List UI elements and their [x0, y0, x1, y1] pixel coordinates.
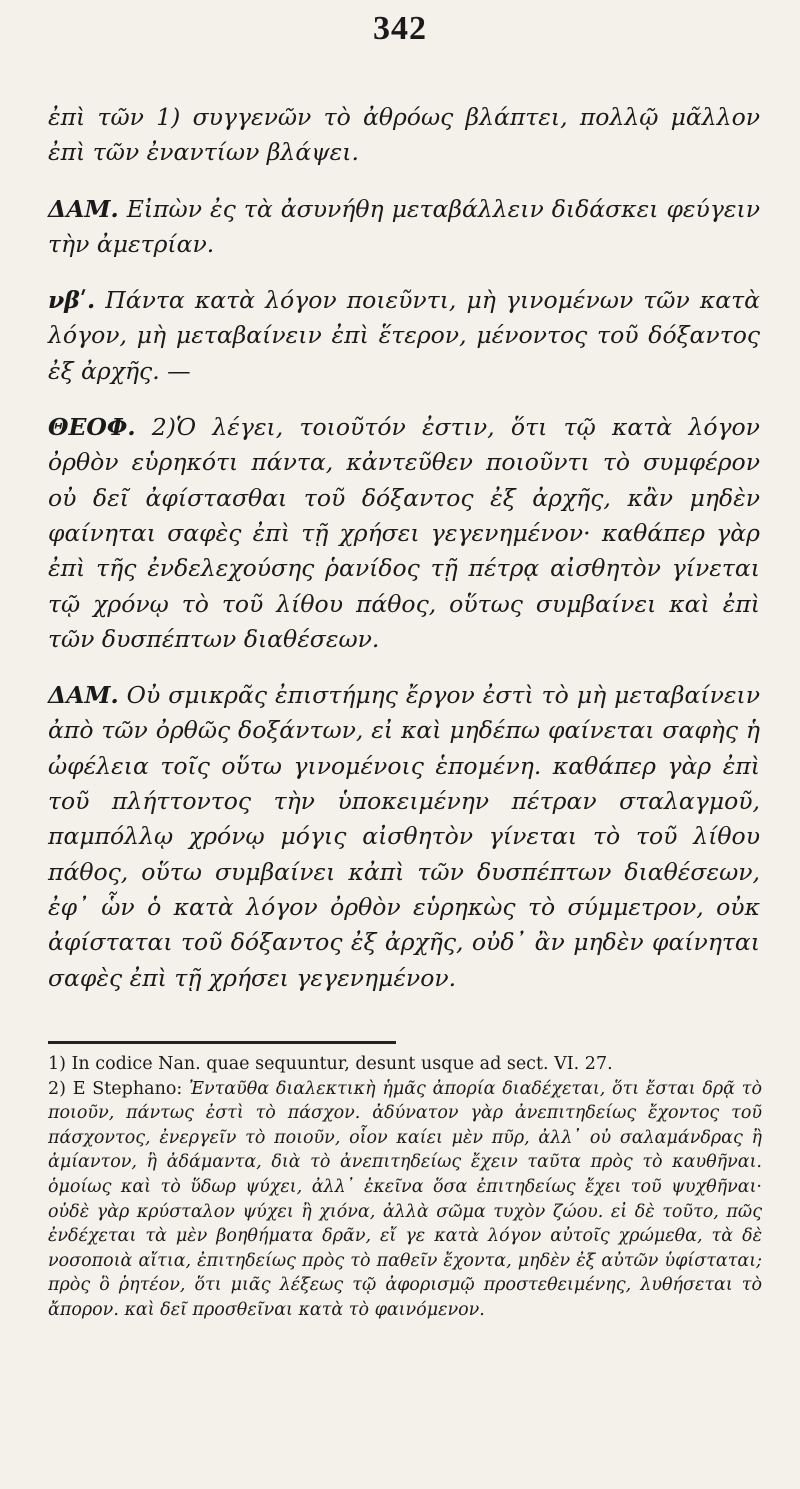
paragraph-opening: ἐπὶ τῶν 1) συγγενῶν τὸ ἀθρόως βλάπτει, πολλῷ μᾶλλον ἐπὶ τῶν ἐναντίων βλάψει.: [48, 103, 760, 167]
footnote-1: 1) In codice Nan. quae sequuntur, desunt usque ad sect. VI. 27.: [48, 1054, 613, 1074]
footnote-source: 2) E Stephano:: [48, 1078, 183, 1099]
page-number: 342: [373, 10, 427, 47]
footnotes: [48, 1052, 762, 1323]
footnote-greek-text: Ἐνταῦθα διαλεκτικὴ ἡμᾶς ἀπορία διαδέχεται, ὅτι ἔσται δρᾷ τὸ ποιοῦν, πάντως ἐστὶ τὸ πάσχον. ἀδύνατον γὰρ ἀνεπιτηδείως ἔχοντος τοῦ πάσχοντος, ἐνεργεῖν τὸ ποιοῦν, οἷον καίει μὲν πῦρ, ἀλλ᾽ οὐ σαλαμάνδρας ἢ ἀμίαντον, ἢ ἀδάμαντα, διὰ τὸ ἀνεπιτηδείως ἔχειν ταῦτα πρὸς τὸ καυθῆναι. ὁμοίως καὶ τὸ ὕδωρ ψύχει, ἀλλ᾽ ἐκεῖνα ὅσα ἐπιτηδείως ἔχει τοῦ ψυχθῆναι· οὐδὲ γὰρ κρύσταλον ψύχει ἢ χιόνα, ἀλλὰ σῶμα τυχὸν ζώου. εἰ δὲ τοῦτο, πῶς ἐνδέχεται τὰ μὲν βοηθήματα δρᾶν, εἴ γε κατὰ λόγον αὐτοῖς χρώμεθα, τὰ δὲ νοσοποιὰ αἴτια, ἐπιτηδείως πρὸς τὸ παθεῖν ἔχοντα, μηδὲν ἐξ αὐτῶν ὑφίσταται; πρὸς ὃ ῥητέον, ὅτι μιᾶς λέξεως τῷ ἀφορισμῷ προστεθειμένης, λυθήσεται τὸ ἄπορον. καὶ δεῖ προσθεῖναι κατὰ τὸ φαινόμενον.: [48, 1078, 762, 1320]
footnote-separator: [48, 1041, 396, 1044]
footnote-2: [48, 1077, 762, 1323]
speaker-label: ΔΑΜ.: [48, 681, 119, 710]
aphorism-52: [48, 283, 760, 389]
paragraph-theophilus: [48, 410, 760, 657]
paragraph-text: Εἰπὼν ἐς τὰ ἀσυνήθη μεταβάλλειν διδάσκει φεύγειν τὴν ἀμετρίαν.: [48, 194, 760, 258]
paragraph-damascius-2: [48, 678, 760, 996]
aphorism-number: νβʹ.: [48, 286, 96, 315]
speaker-label: ΔΑΜ.: [48, 194, 119, 223]
aphorism-text: Πάντα κατὰ λόγον ποιεῦντι, μὴ γινομένων τῶν κατὰ λόγον, μὴ μεταβαίνειν ἐπὶ ἕτερον, μένοντος τοῦ δόξαντος ἐξ ἀρχῆς. —: [48, 286, 760, 385]
paragraph-damascius-1: [48, 192, 760, 263]
speaker-label: ΘΕΟΦ.: [48, 413, 136, 442]
paragraph-text: 2)Ὁ λέγει, τοιοῦτόν ἐστιν, ὅτι τῷ κατὰ λόγον ὀρθὸν εὑρηκότι πάντα, κἀντεῦθεν ποιοῦντι τὸ συμφέρον οὐ δεῖ ἀφίστασθαι τοῦ δόξαντος ἐξ ἀρχῆς, κἂν μηδὲν φαίνηται σαφὲς ἐπὶ τῇ χρήσει γεγενημένον· καθάπερ γὰρ ἐπὶ τῆς ἐνδελεχούσης ῥανίδος τῇ πέτρᾳ αἰσθητὸν γίνεται τῷ χρόνῳ τὸ τοῦ λίθου πάθος, οὕτως συμβαίνει καὶ ἐπὶ τῶν δυσπέπτων διαθέσεων.: [48, 413, 760, 653]
main-text: [48, 100, 760, 996]
paragraph-text: Οὐ σμικρᾶς ἐπιστήμης ἔργον ἐστὶ τὸ μὴ μεταβαίνειν ἀπὸ τῶν ὀρθῶς δοξάντων, εἰ καὶ μηδέπω φαίνεται σαφὴς ἡ ὠφέλεια τοῖς οὕτω γινομένοις ἑπομένη. καθάπερ γὰρ ἐπὶ τοῦ πλήττοντος τὴν ὑποκειμένην πέτραν σταλαγμοῦ, παμπόλλῳ χρόνῳ μόγις αἰσθητὸν γίνεται τὸ τοῦ λίθου πάθος, οὕτω συμβαίνει κἀπὶ τῶν δυσπέπτων διαθέσεων, ἐφ᾽ ὧν ὁ κατὰ λόγον ὀρθὸν εὑρηκὼς τὸ σύμμετρον, οὐκ ἀφίσταται τοῦ δόξαντος ἐξ ἀρχῆς, οὐδ᾽ ἂν μηδὲν φαίνηται σαφὲς ἐπὶ τῇ χρήσει γεγενημένον.: [48, 681, 760, 992]
